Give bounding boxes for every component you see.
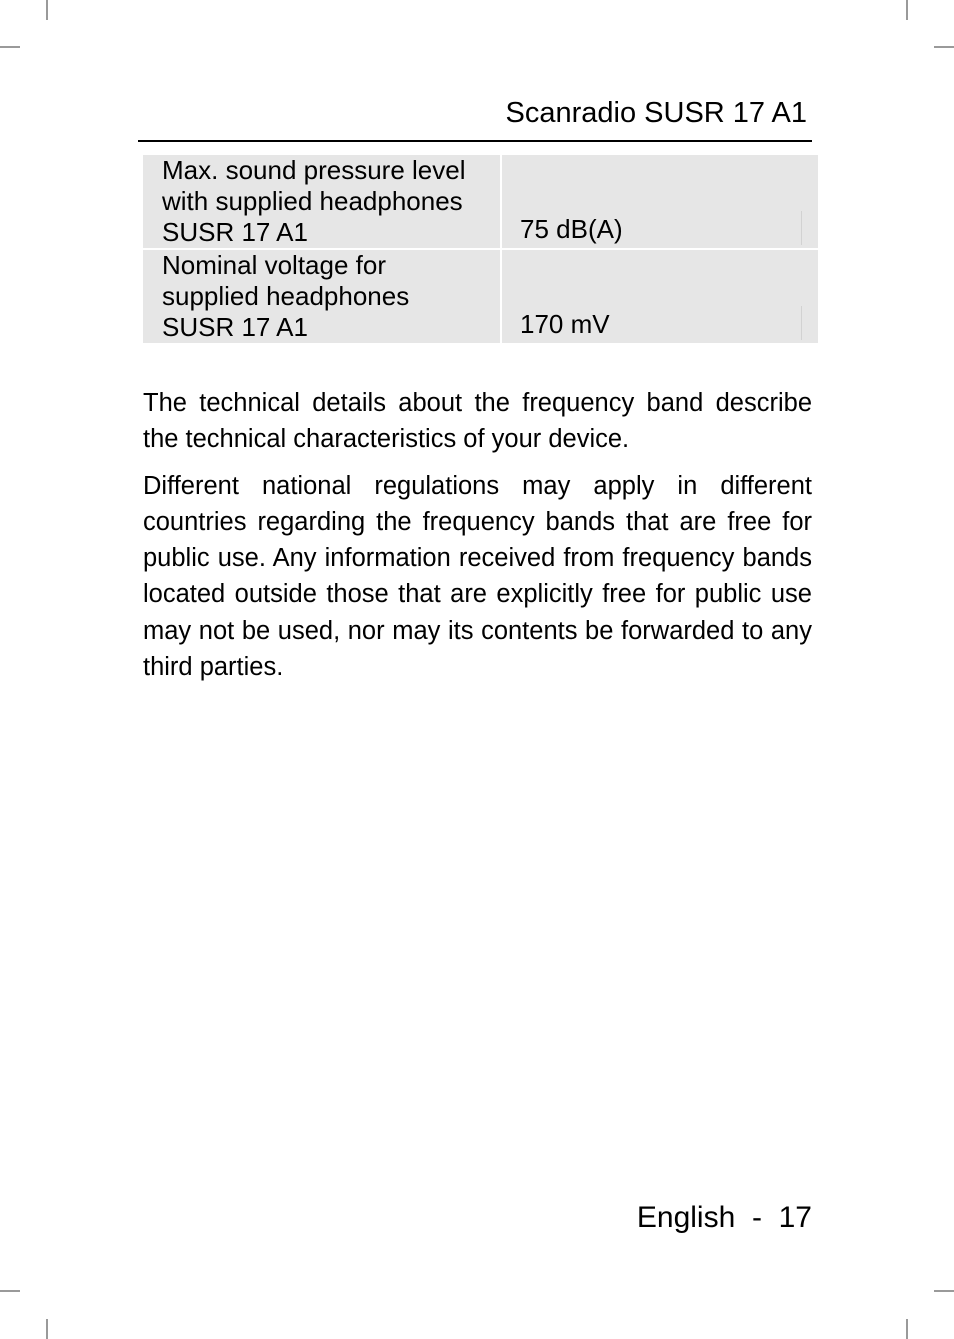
- spec-value-cell: [502, 155, 818, 248]
- page-number: 17: [778, 1201, 812, 1234]
- crop-mark-bottom-right-horizontal: [934, 1290, 954, 1292]
- spec-label-line: SUSR 17 A1: [162, 312, 308, 342]
- spec-label-cell: [143, 155, 500, 248]
- body-text: [143, 385, 812, 695]
- spec-value: 75 dB(A): [520, 214, 623, 244]
- spec-row-nominal-voltage: [143, 250, 818, 343]
- spec-row-max-sound-pressure: [143, 155, 818, 248]
- footer-language: English: [636, 1201, 736, 1234]
- spec-value-cell: [502, 250, 818, 343]
- crop-mark-top-right-horizontal: [934, 46, 954, 48]
- crop-mark-top-left-horizontal: [0, 46, 20, 48]
- spec-label-cell: [143, 250, 500, 343]
- spec-value: 170 mV: [520, 309, 610, 339]
- page-footer: [637, 1200, 812, 1236]
- header-divider: [138, 140, 812, 142]
- footer-separator: -: [751, 1201, 762, 1234]
- crop-mark-top-left-vertical: [46, 0, 48, 20]
- crop-mark-top-right-vertical: [906, 0, 908, 20]
- paragraph-frequency-band: The technical details about the frequency band describe the technical characteristics of your device.: [143, 389, 812, 454]
- spec-table: [143, 155, 818, 345]
- spec-label-line: SUSR 17 A1: [162, 217, 308, 247]
- spec-label-line: supplied headphones: [162, 281, 410, 311]
- spec-label-line: Max. sound pressure level: [162, 155, 466, 185]
- crop-mark-bottom-right-vertical: [906, 1319, 908, 1339]
- spec-label-line: with supplied headphones: [162, 186, 463, 216]
- spec-label-line: Nominal voltage for: [162, 250, 386, 280]
- crop-mark-bottom-left-vertical: [46, 1319, 48, 1339]
- crop-mark-bottom-left-horizontal: [0, 1290, 20, 1292]
- paragraph-national-regulations: Different national regulations may apply in different countries regarding the frequency bands that are free for public use. Any information received from frequency bands located outside those that are explicitly free for public use may not be used, nor may its contents be forwarded to any third parties.: [143, 471, 812, 682]
- page-header-title: Scanradio SUSR 17 A1: [505, 97, 807, 129]
